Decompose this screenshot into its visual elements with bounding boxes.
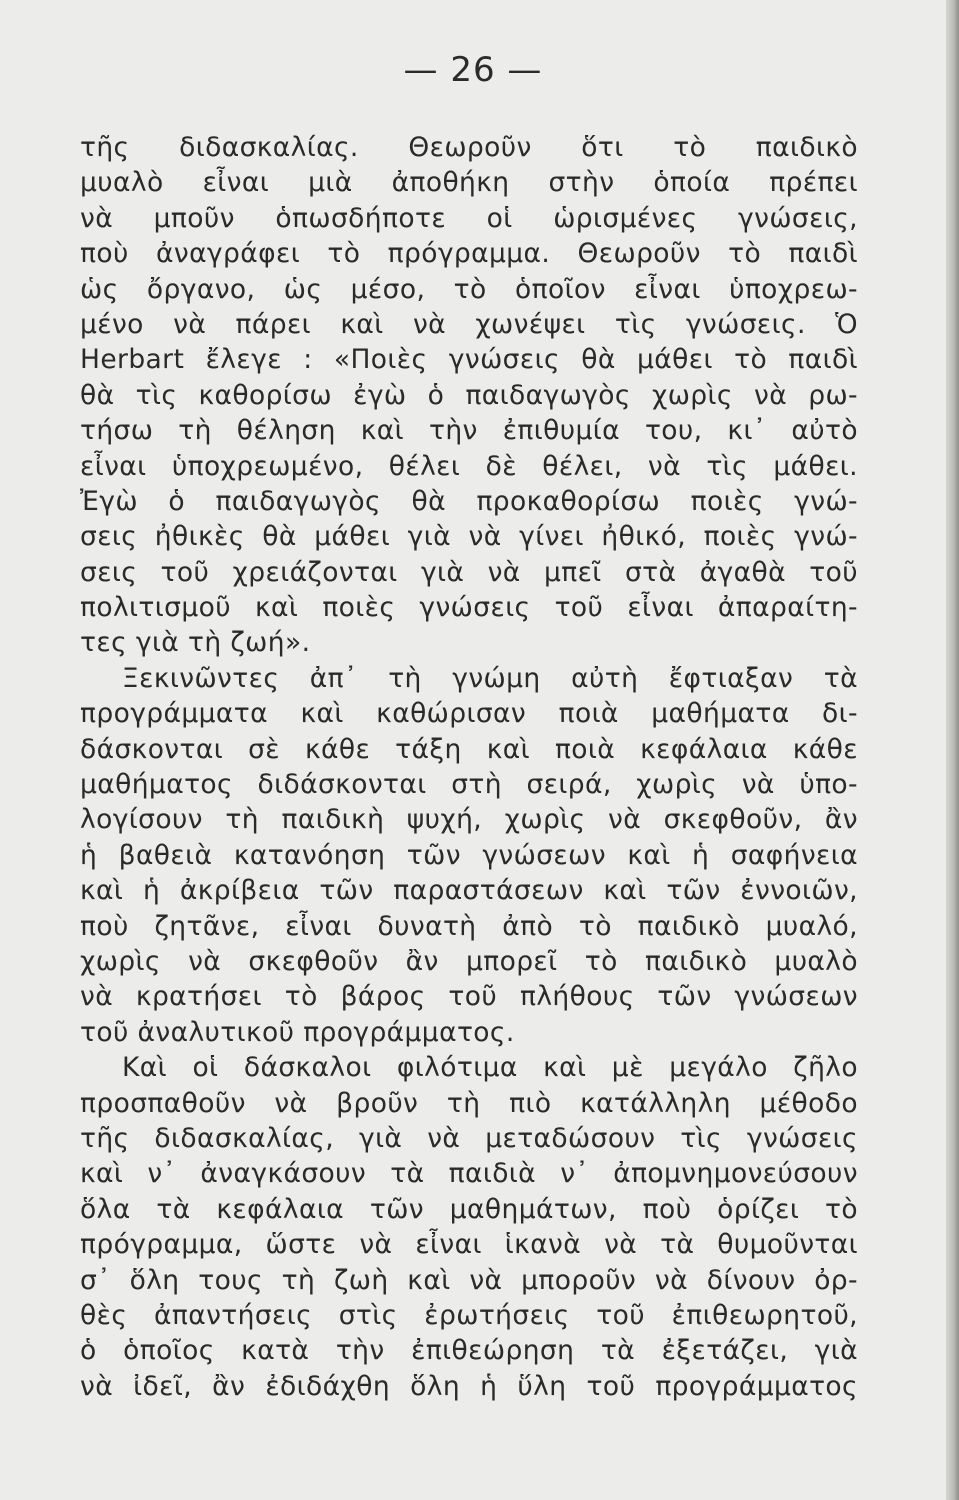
text-line: ὅλα τὰ κεφάλαια τῶν μαθημάτων, ποὺ ὁρίζει τὸ <box>80 1193 858 1225</box>
text-line: καὶ ἡ ἀκρίβεια τῶν παραστάσεων καὶ τῶν ἐννοιῶν, <box>80 875 858 907</box>
text-line: ποὺ ζητᾶνε, εἶναι δυνατὴ ἀπὸ τὸ παιδικὸ μυαλό, <box>80 910 858 942</box>
text-line: πολιτισμοῦ καὶ ποιὲς γνώσεις τοῦ εἶναι ἀπαραίτη- <box>80 592 858 624</box>
text-line: χωρὶς νὰ σκεφθοῦν ἂν μπορεῖ τὸ παιδικὸ μυαλὸ <box>80 945 858 977</box>
text-line: ὁ ὁποῖος κατὰ τὴν ἐπιθεώρηση τὰ ἐξετάζει, γιὰ <box>80 1335 858 1367</box>
text-line: ἡ βαθειὰ κατανόηση τῶν γνώσεων καὶ ἡ σαφήνεια <box>80 839 858 871</box>
text-line: Herbart ἔλεγε : «Ποιὲς γνώσεις θὰ μάθει τὸ παιδὶ <box>80 344 858 376</box>
text-line: ὡς ὄργανο, ὡς μέσο, τὸ ὁποῖον εἶναι ὑποχρεω- <box>80 273 858 305</box>
text-line: λογίσουν τὴ παιδικὴ ψυχή, χωρὶς νὰ σκεφθοῦν, ἂν <box>80 804 858 836</box>
body-text <box>80 130 858 1404</box>
text-line: εἶναι ὑποχρεωμένο, θέλει δὲ θέλει, νὰ τὶς μάθει. <box>80 450 858 482</box>
text-line: θὲς ἀπαντήσεις στὶς ἐρωτήσεις τοῦ ἐπιθεωρητοῦ, <box>80 1299 858 1331</box>
text-line: σ᾽ ὅλη τους τὴ ζωὴ καὶ νὰ μποροῦν νὰ δίνουν ὀρ- <box>80 1264 858 1296</box>
text-line: τῆς διδασκαλίας, γιὰ νὰ μεταδώσουν τὶς γνώσεις <box>80 1122 858 1154</box>
text-line: πρόγραμμα, ὥστε νὰ εἶναι ἱκανὰ νὰ τὰ θυμοῦνται <box>80 1229 858 1261</box>
page-binding-edge <box>946 0 959 1500</box>
text-line: ποὺ ἀναγράφει τὸ πρόγραμμα. Θεωροῦν τὸ παιδὶ <box>80 238 858 270</box>
text-line: σεις τοῦ χρειάζονται γιὰ νὰ μπεῖ στὰ ἀγαθὰ τοῦ <box>80 556 858 588</box>
text-line: Ἐγὼ ὁ παιδαγωγὸς θὰ προκαθορίσω ποιὲς γνώ- <box>80 485 858 517</box>
text-line: δάσκονται σὲ κάθε τάξη καὶ ποιὰ κεφάλαια κάθε <box>80 733 858 765</box>
page-number: — 26 — <box>403 50 543 90</box>
text-line: τοῦ ἀναλυτικοῦ προγράμματος. <box>80 1016 515 1048</box>
text-line: προγράμματα καὶ καθώρισαν ποιὰ μαθήματα δι- <box>80 698 858 730</box>
text-line: νὰ κρατήσει τὸ βάρος τοῦ πλήθους τῶν γνώσεων <box>80 981 858 1013</box>
text-line: νὰ μποῦν ὁπωσδήποτε οἱ ὡρισμένες γνώσεις, <box>80 202 858 234</box>
text-line: τῆς διδασκαλίας. Θεωροῦν ὅτι τὸ παιδικὸ <box>80 132 858 163</box>
text-line: μαθήματος διδάσκονται στὴ σειρά, χωρὶς νὰ ὑπο- <box>80 769 858 801</box>
text-line: θὰ τὶς καθορίσω ἐγὼ ὁ παιδαγωγὸς χωρὶς νὰ ρω- <box>80 379 858 411</box>
text-line: Καὶ οἱ δάσκαλοι φιλότιμα καὶ μὲ μεγάλο ζῆλο <box>122 1052 858 1084</box>
text-line: μυαλὸ εἶναι μιὰ ἀποθήκη στὴν ὁποία πρέπει <box>80 167 858 199</box>
text-line: τήσω τὴ θέληση καὶ τὴν ἐπιθυμία του, κι᾽ αὐτὸ <box>80 415 858 447</box>
text-line: σεις ἠθικὲς θὰ μάθει γιὰ νὰ γίνει ἠθικό, ποιὲς γνώ- <box>80 521 858 553</box>
text-line: τες γιὰ τὴ ζωή». <box>80 627 311 659</box>
text-line: νὰ ἰδεῖ, ἂν ἐδιδάχθη ὅλη ἡ ὕλη τοῦ προγράμματος <box>80 1370 858 1402</box>
text-line: προσπαθοῦν νὰ βροῦν τὴ πιὸ κατάλληλη μέθοδο <box>80 1087 858 1119</box>
text-line: μένο νὰ πάρει καὶ νὰ χωνέψει τὶς γνώσεις. Ὁ <box>80 308 858 340</box>
text-line: καὶ ν᾽ ἀναγκάσουν τὰ παιδιὰ ν᾽ ἀπομνημονεύσουν <box>80 1158 858 1190</box>
text-line: Ξεκινῶντες ἀπ᾽ τὴ γνώμη αὐτὴ ἔφτιαξαν τὰ <box>122 662 858 694</box>
